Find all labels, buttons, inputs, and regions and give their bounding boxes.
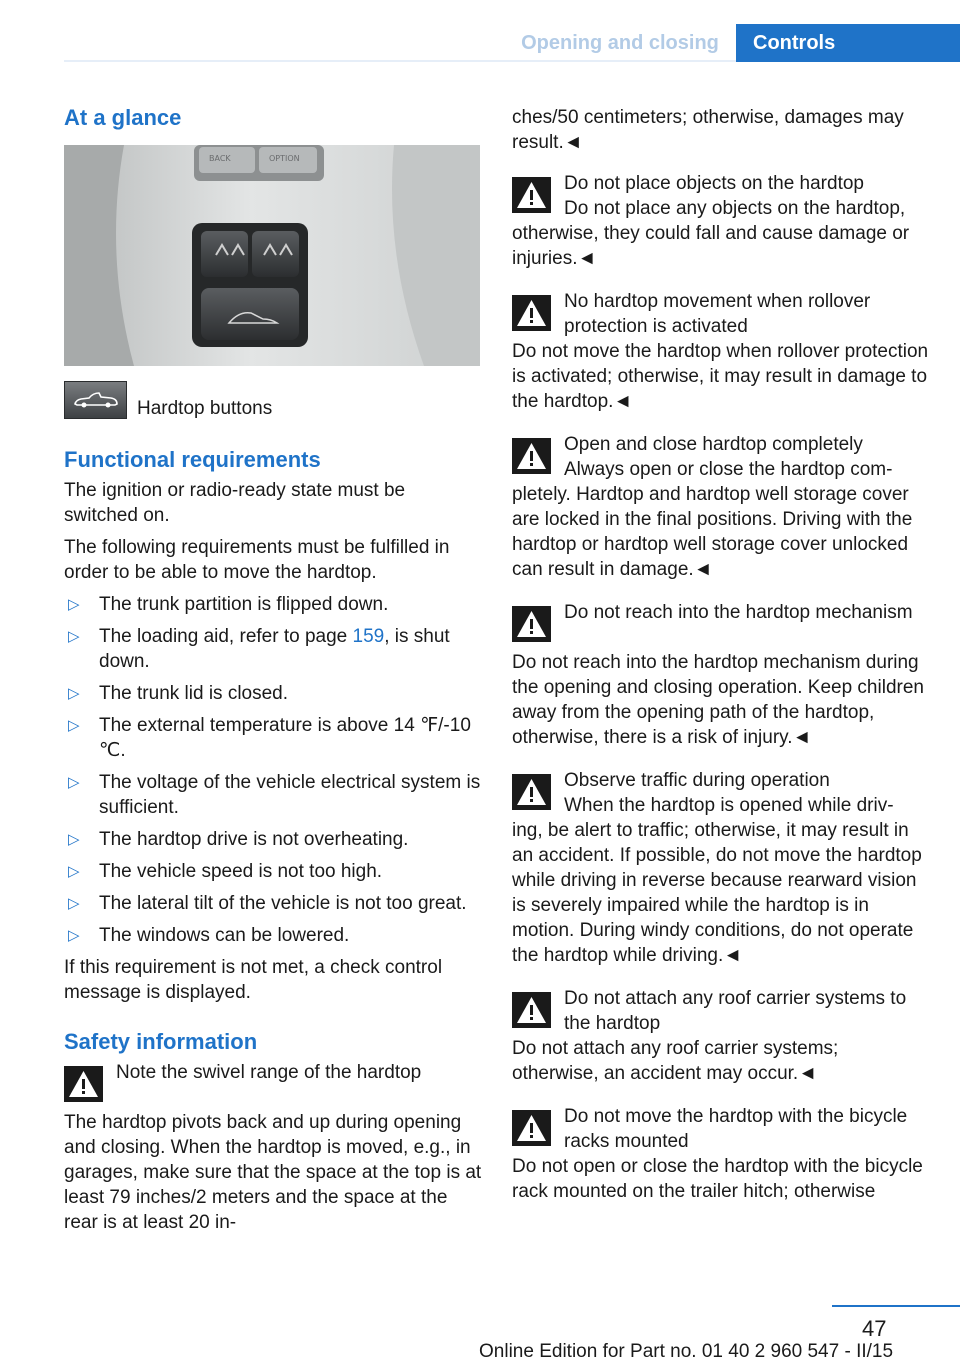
triangle-bullet-icon: ▷	[68, 685, 80, 702]
list-item: ▷ The vehicle speed is not too high.	[68, 861, 383, 882]
list-item: ▷ The windows can be lowered.	[68, 925, 350, 946]
paragraph-check-control: If this requirement is not met, a check control message is displayed.	[64, 957, 443, 1003]
warning-body-head: Do not place any objects on the hardtop,	[564, 198, 906, 219]
warning-body: Do not open or close the hardtop with the bicycle rack mounted on the trailer hitch; otherwise	[512, 1156, 923, 1202]
warning-swivel-range	[64, 1060, 482, 1235]
caption-row	[64, 380, 482, 420]
header-chapter-tab[interactable]: Controls	[736, 24, 960, 62]
warning-body: otherwise, they could fall and cause damage or injuries.◄	[512, 223, 910, 269]
convertible-car-icon	[64, 381, 127, 419]
list-item: ▷ The hardtop drive is not overheating.	[68, 829, 409, 850]
list-item: ▷ The loading aid, refer to page 159, is shut down.	[68, 626, 450, 672]
warning-no-objects	[512, 171, 930, 271]
heading-safety-information: Safety information	[64, 1029, 258, 1054]
list-item: ▷ The trunk partition is flipped down.	[68, 594, 389, 615]
triangle-bullet-icon: ▷	[68, 831, 80, 848]
warning-icon	[64, 1066, 103, 1102]
warning-title: Observe traffic during operation	[564, 770, 830, 791]
warning-icon	[512, 606, 551, 642]
warning-icon	[512, 1110, 551, 1146]
option-label: OPTION	[269, 154, 300, 163]
warning-body-head: Always open or close the hardtop com-	[564, 459, 893, 480]
requirements-list	[64, 592, 482, 948]
warning-open-close-completely	[512, 432, 930, 582]
warning-icon	[512, 295, 551, 331]
list-item: ▷ The voltage of the vehicle electrical system is sufficient.	[68, 772, 481, 818]
warning-traffic	[512, 768, 930, 968]
page-link[interactable]: 159	[352, 626, 385, 647]
paragraph-continued: ches/50 centimeters; otherwise, damages may result.◄	[512, 107, 904, 153]
console-illustration	[64, 145, 480, 366]
header-section-tab[interactable]: Opening and closing	[521, 31, 719, 54]
list-item: ▷ The external temperature is above 14 ℉/-10 ℃.	[68, 715, 471, 761]
warning-body: Do not reach into the hardtop mechanism during the opening and closing operation. Keep children away from the opening path of the hardtop, otherwise, there is a risk of injury.◄	[512, 652, 924, 748]
warning-title: Do not move the hardtop with the bicycle racks mounted	[564, 1106, 908, 1152]
heading-functional-requirements: Functional requirements	[64, 447, 321, 472]
warning-body: Do not attach any roof carrier systems; otherwise, an accident may occur.◄	[512, 1038, 839, 1084]
triangle-bullet-icon: ▷	[68, 863, 80, 880]
warning-title: Do not attach any roof carrier systems to the hardtop	[564, 988, 907, 1034]
triangle-bullet-icon: ▷	[68, 774, 80, 791]
warning-body: The hardtop pivots back and up during opening and closing. When the hardtop is moved, e.g., in garages, make sure that the space at the top is at least 79 inches/2 meters and the space at the rear is at least 20 in-	[64, 1112, 482, 1233]
triangle-bullet-icon: ▷	[68, 628, 80, 645]
warning-body: ing, be alert to traffic; otherwise, it may result in an accident. If possible, do not move the hardtop while driving in reverse because rearward vision is severely impaired while the hardtop is in motion. During windy conditions, do not operate the hardtop while driving.◄	[512, 820, 922, 966]
right-column	[512, 105, 930, 1222]
warning-body: pletely. Hardtop and hardtop well storage cover are locked in the final positions. Driving with the hardtop or hardtop well storage cover unlocked can result in damage.◄	[512, 484, 913, 580]
warning-icon	[512, 774, 551, 810]
paragraph-requirements-intro: The following requirements must be fulfilled in order to be able to move the hardtop.	[64, 537, 450, 583]
triangle-bullet-icon: ▷	[68, 717, 80, 734]
warning-roof-carrier	[512, 986, 930, 1086]
warning-body-head: When the hardtop is opened while driv-	[564, 795, 894, 816]
list-item: ▷ The lateral tilt of the vehicle is not too great.	[68, 893, 467, 914]
page-number: 47	[862, 1316, 887, 1341]
warning-title: Do not place objects on the hardtop	[564, 173, 864, 194]
hardtop-buttons-photo	[64, 145, 480, 366]
triangle-bullet-icon: ▷	[68, 927, 80, 944]
triangle-bullet-icon: ▷	[68, 596, 80, 613]
heading-at-a-glance: At a glance	[64, 105, 182, 130]
warning-icon	[512, 992, 551, 1028]
back-label: BACK	[209, 154, 231, 163]
list-item: ▷ The trunk lid is closed.	[68, 683, 289, 704]
warning-title: Open and close hardtop completely	[564, 434, 863, 455]
paragraph-ignition: The ignition or radio-ready state must be switched on.	[64, 480, 406, 526]
warning-title: Do not reach into the hardtop mechanism	[564, 602, 913, 623]
warning-icon	[512, 177, 551, 213]
warning-mechanism	[512, 600, 930, 750]
warning-icon	[512, 438, 551, 474]
warning-rollover	[512, 289, 930, 414]
footer-rule	[832, 1305, 960, 1307]
edition-note: Online Edition for Part no. 01 40 2 960 547 - II/15	[479, 1341, 894, 1362]
triangle-bullet-icon: ▷	[68, 895, 80, 912]
warning-body: Do not move the hardtop when rollover protection is activated; otherwise, it may result in damage to the hardtop.◄	[512, 341, 929, 412]
warning-title: Note the swivel range of the hardtop	[116, 1062, 422, 1083]
warning-bicycle-racks	[512, 1104, 930, 1204]
warning-title: No hardtop movement when rollover protection is activated	[564, 291, 871, 337]
left-column	[64, 98, 482, 1253]
caption-hardtop-buttons: Hardtop buttons	[137, 397, 273, 419]
